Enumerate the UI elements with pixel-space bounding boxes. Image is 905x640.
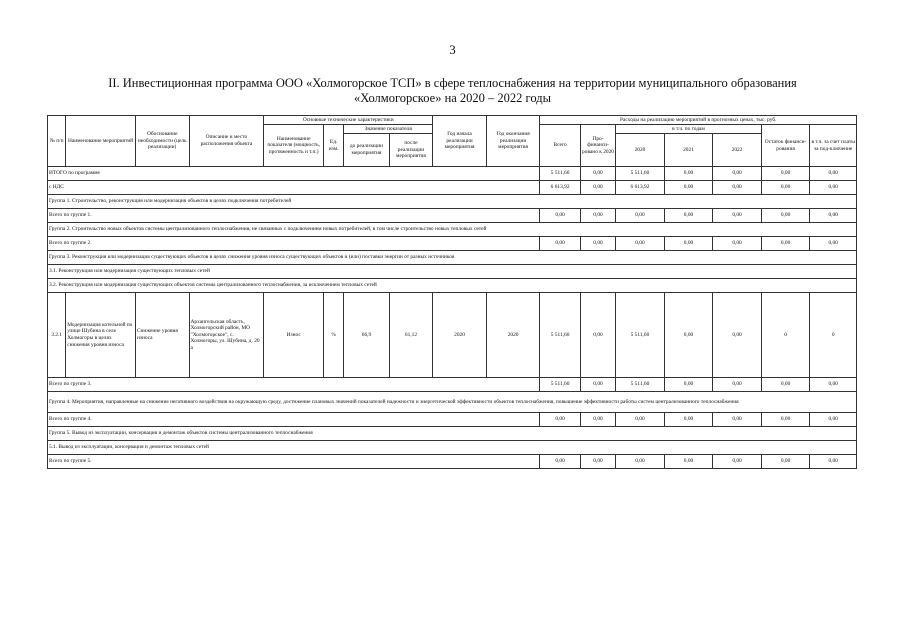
cell-financed: 0,00: [580, 413, 615, 427]
table-row-group-5-total: [48, 455, 857, 469]
table-row-itogo: [48, 167, 857, 181]
cell-total: 0,00: [540, 237, 580, 251]
table-row-group-4-total: [48, 413, 857, 427]
cell-connection-fee: 0,00: [810, 209, 857, 223]
cell-2021: 0,00: [664, 181, 713, 195]
header-costs: Расходы на реализацию мероприятий в прогнозных ценах, тыс. руб.: [540, 116, 857, 125]
group-heading: Группа 2. Строительство новых объектов системы централизованного теплоснабжения, не связанных с подключением новых потребителей, в том числе строительство новых тепловых сетей: [48, 223, 857, 237]
section-heading: 3.2. Реконструкция или модернизация существующих объектов системы централизованного теплоснабжения, за исключением тепловых сетей: [48, 279, 857, 293]
group-heading: Группа 3. Реконструкция или модернизация существующих объектов в целях снижения уровня износа существующих объектов и (или) поставки энергии от разных источников: [48, 251, 857, 265]
cell-2021: 0,00: [664, 413, 713, 427]
header-end-year: Год окончания реализации мероприятия: [486, 116, 540, 167]
header-2021: 2021: [664, 134, 713, 167]
cell-connection-fee: 0,00: [810, 237, 857, 251]
cell-2022: 0,00: [713, 293, 762, 378]
page-title: [40, 76, 865, 106]
header-2022: 2022: [713, 134, 762, 167]
cell-2021: 0,00: [664, 455, 713, 469]
cell-after: 61,12: [389, 293, 433, 378]
cell-2022: 0,00: [713, 167, 762, 181]
table-row-group-3: [48, 251, 857, 265]
title-line-2: «Холмогорское» на 2020 – 2022 годы: [353, 91, 552, 105]
header-connection-fee: в т.ч. за счет платы за под-ключение: [810, 125, 857, 167]
cell-num: 3.2.1: [48, 293, 66, 378]
cell-before: 66,9: [344, 293, 390, 378]
cell-indicator: Износ: [264, 293, 324, 378]
cell-remaining: 0: [761, 293, 810, 378]
cell-financed: 0,00: [580, 293, 615, 378]
cell-total: 5 511,60: [540, 378, 580, 392]
header-indicator-value: Значение показателя: [344, 125, 433, 134]
table-row-group-2: [48, 223, 857, 237]
table-row-nds: [48, 181, 857, 195]
cell-2020: 6 613,92: [616, 181, 665, 195]
row-label: Всего по группе 5.: [48, 455, 540, 469]
cell-connection-fee: 0,00: [810, 181, 857, 195]
cell-financed: 0,00: [580, 209, 615, 223]
cell-2020: 0,00: [616, 455, 665, 469]
cell-total: 0,00: [540, 455, 580, 469]
header-total: Всего: [540, 125, 580, 167]
table-row-section-3-1: [48, 265, 857, 279]
table-row-group-3-total: [48, 378, 857, 392]
row-label: Всего по группе 3.: [48, 378, 540, 392]
cell-2022: 0,00: [713, 378, 762, 392]
cell-remaining: 0,00: [761, 181, 810, 195]
cell-financed: 0,00: [580, 455, 615, 469]
cell-name: Модернизация котельной по улице Шубина в селе Холмогоры в целях снижения уровня износа: [66, 293, 136, 378]
cell-total: 6 613,92: [540, 181, 580, 195]
cell-end-year: 2020: [486, 293, 540, 378]
cell-2022: 0,00: [713, 413, 762, 427]
cell-remaining: 0,00: [761, 167, 810, 181]
cell-2020: 5 511,60: [616, 293, 665, 378]
cell-connection-fee: 0,00: [810, 413, 857, 427]
page-number: 3: [449, 42, 456, 57]
cell-2021: 0,00: [664, 167, 713, 181]
header-num: № п/п: [48, 116, 66, 167]
cell-2020: 0,00: [616, 413, 665, 427]
group-heading: Группа 4. Мероприятия, направленные на снижение негативного воздействия на окружающую среду, достижение плановых значений показателей надежности и энергетической эффективности объектов теплоснабжения, повышение эффективности работы систем централизованного теплоснабжения: [48, 392, 857, 413]
table-row-3-2-1: [48, 293, 857, 378]
header-name: Наименование мероприятий: [66, 116, 136, 167]
cell-2021: 0,00: [664, 293, 713, 378]
header-description: Описание и место расположения объекта: [189, 116, 264, 167]
cell-total: 0,00: [540, 413, 580, 427]
cell-total: 5 511,60: [540, 293, 580, 378]
cell-2022: 0,00: [713, 181, 762, 195]
section-heading: 5.1. Вывод из эксплуатации, консервация и демонтаж тепловых сетей: [48, 441, 857, 455]
cell-description: Архангельская область, Холмогорский район, МО "Холмогорское", с. Холмогоры, ул. Шубина, д. 20 а: [189, 293, 264, 378]
header-by-years: в т.ч. по годам: [616, 125, 762, 134]
cell-remaining: 0,00: [761, 378, 810, 392]
cell-remaining: 0,00: [761, 209, 810, 223]
cell-2022: 0,00: [713, 237, 762, 251]
header-tech: Основные технические характеристики: [264, 116, 433, 125]
cell-total: 0,00: [540, 209, 580, 223]
row-label: Всего по группе 1.: [48, 209, 540, 223]
table-row-group-5: [48, 427, 857, 441]
cell-financed: 0,00: [580, 237, 615, 251]
row-label: Всего по группе 4.: [48, 413, 540, 427]
cell-start-year: 2020: [433, 293, 487, 378]
header-justification: Обоснование необходимости (цель реализации): [135, 116, 189, 167]
cell-2020: 5 511,60: [616, 167, 665, 181]
table-row-group-2-total: [48, 237, 857, 251]
cell-2020: 0,00: [616, 209, 665, 223]
cell-connection-fee: 0: [810, 293, 857, 378]
cell-connection-fee: 0,00: [810, 455, 857, 469]
cell-financed: 0,00: [580, 378, 615, 392]
cell-remaining: 0,00: [761, 455, 810, 469]
cell-2020: 0,00: [616, 237, 665, 251]
group-heading: Группа 1. Строительство, реконструкция или модернизация объектов в целях подключения потребителей: [48, 195, 857, 209]
group-heading: Группа 5. Вывод из эксплуатации, консервация и демонтаж объектов системы централизованного теплоснабжения: [48, 427, 857, 441]
header-2020: 2020: [616, 134, 665, 167]
cell-unit: %: [324, 293, 344, 378]
cell-justification: Снижение уровня износа: [135, 293, 189, 378]
header-indicator-name: Наименование показателя (мощность, протяженность и т.п.): [264, 125, 324, 167]
cell-remaining: 0,00: [761, 413, 810, 427]
cell-2021: 0,00: [664, 237, 713, 251]
investment-table: [47, 115, 857, 469]
cell-2021: 0,00: [664, 378, 713, 392]
table-row-group-4: [48, 392, 857, 413]
cell-financed: 0,00: [580, 181, 615, 195]
header-remaining: Остаток финанси-рования: [761, 125, 810, 167]
header-unit: Ед. изм.: [324, 125, 344, 167]
table-row-group-1-total: [48, 209, 857, 223]
cell-connection-fee: 0,00: [810, 378, 857, 392]
table-row-section-3-2: [48, 279, 857, 293]
cell-2022: 0,00: [713, 455, 762, 469]
header-before: до реализации мероприятия: [344, 134, 390, 167]
row-label: с НДС: [48, 181, 540, 195]
cell-financed: 0,00: [580, 167, 615, 181]
row-label: ИТОГО по программе: [48, 167, 540, 181]
cell-total: 5 511,60: [540, 167, 580, 181]
header-row-1: [48, 116, 857, 125]
section-heading: 3.1. Реконструкция или модернизация существующих тепловых сетей: [48, 265, 857, 279]
cell-2021: 0,00: [664, 209, 713, 223]
cell-2022: 0,00: [713, 209, 762, 223]
table-row-section-5-1: [48, 441, 857, 455]
cell-remaining: 0,00: [761, 237, 810, 251]
header-after: после реализации мероприятия: [389, 134, 433, 167]
header-financed: Про-финанси-ровано к 2020: [580, 125, 615, 167]
header-start-year: Год начала реализации мероприятия: [433, 116, 487, 167]
cell-2020: 5 511,60: [616, 378, 665, 392]
row-label: Всего по группе 2.: [48, 237, 540, 251]
cell-connection-fee: 0,00: [810, 167, 857, 181]
title-line-1: II. Инвестиционная программа ООО «Холмогорское ТСП» в сфере теплоснабжения на территории муниципального образования: [108, 76, 797, 90]
table-row-group-1: [48, 195, 857, 209]
